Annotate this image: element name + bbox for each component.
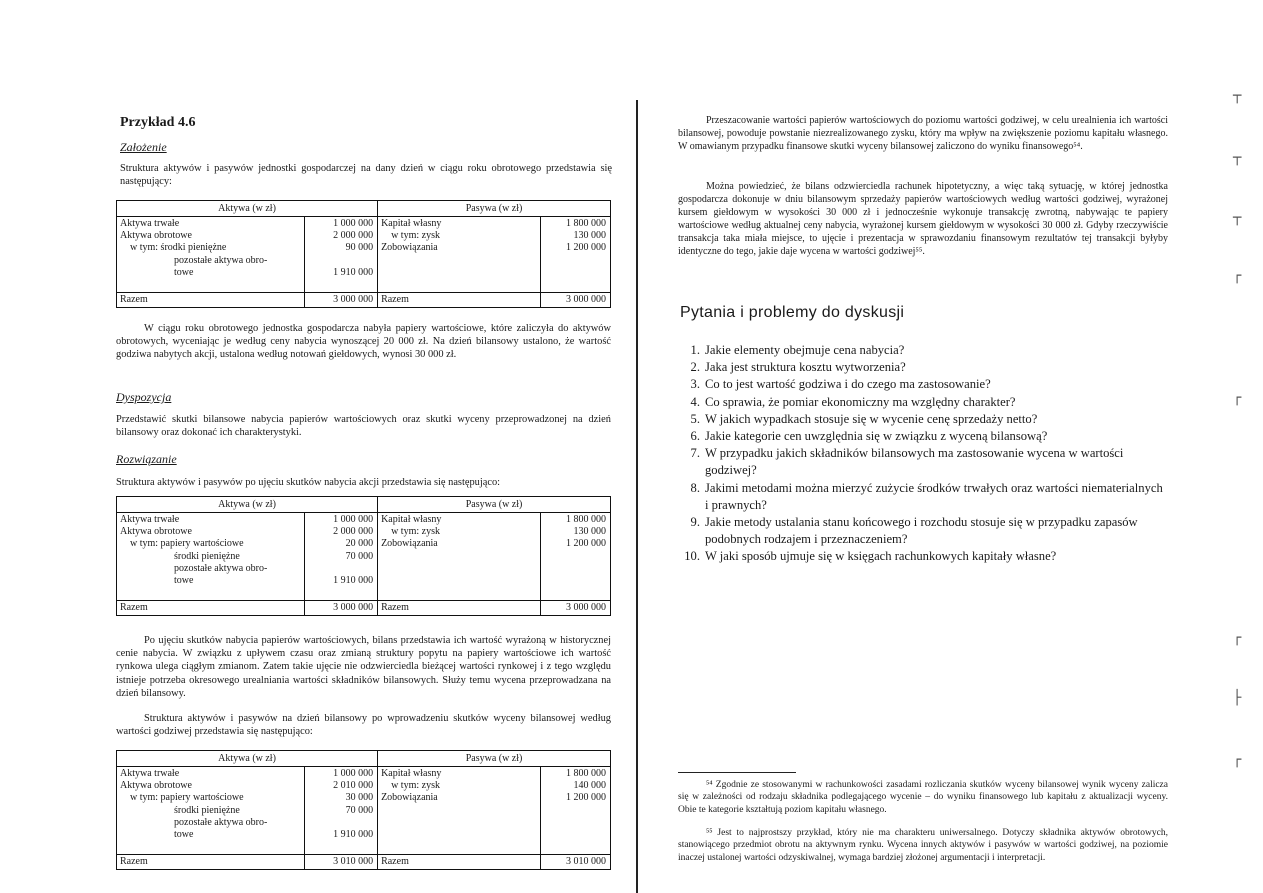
pasywa-total-label: Razem <box>378 601 541 616</box>
table-row-label: Kapitał własny <box>381 768 442 779</box>
aktywa-total-value: 3 000 000 <box>304 601 377 616</box>
question-text: Jaka jest struktura kosztu wytworzenia? <box>705 360 906 375</box>
table-row-label: pozostałe aktywa obro- <box>174 562 268 574</box>
table-row-value: 1 200 000 <box>566 242 606 254</box>
table-row-value: 1 800 000 <box>566 768 606 779</box>
dyspozycja-heading: Dyspozycja <box>116 390 172 404</box>
question-text: Jakie kategorie cen uwzględnia się w związku z wyceną bilansową? <box>705 429 1048 444</box>
table-row-label: towe <box>174 829 194 841</box>
aktywa-values <box>304 767 377 855</box>
table-row-value: 2 000 000 <box>333 230 374 242</box>
aktywa-header: Aktywa (w zł) <box>117 497 378 513</box>
table-row-value: 1 910 000 <box>333 829 374 841</box>
table-row-label: w tym: zysk <box>391 230 440 242</box>
zalozenie-text: Struktura aktywów i pasywów jednostki gospodarczej na dany dzień w ciągu roku obrotowego przedstawia się następujący: <box>120 163 612 188</box>
example-title: Przykład 4.6 <box>120 115 196 130</box>
list-item <box>678 445 1166 479</box>
margin-mark-icon: ┬ <box>1233 210 1242 226</box>
pasywa-values <box>541 513 611 601</box>
right-page <box>678 0 1168 893</box>
table-row-label: Zobowiązania <box>381 792 438 804</box>
table-row-value: 30 000 <box>345 792 374 804</box>
pasywa-labels <box>378 513 541 601</box>
pasywa-header: Pasywa (w zł) <box>378 201 611 217</box>
table-row-label: środki pieniężne <box>174 804 240 816</box>
table-row-value: 20 000 <box>345 538 374 550</box>
aktywa-values <box>304 217 377 293</box>
question-number: 6. <box>690 429 700 444</box>
pasywa-total-label: Razem <box>378 293 541 308</box>
table-row-value: 1 800 000 <box>566 218 606 229</box>
table-row-label: Aktywa trwałe <box>120 218 180 229</box>
aktywa-labels <box>117 767 305 855</box>
pasywa-total-value: 3 010 000 <box>541 855 611 870</box>
table-row-value: 140 000 <box>573 780 606 792</box>
list-item <box>678 359 1166 376</box>
pasywa-labels <box>378 767 541 855</box>
table-row-value: 1 000 000 <box>333 218 374 229</box>
table-row-label: w tym: środki pieniężne <box>130 242 227 254</box>
pasywa-labels <box>378 217 541 293</box>
question-number: 2. <box>690 360 700 375</box>
table-row-label: Aktywa obrotowe <box>120 780 192 792</box>
table-row-value <box>308 563 373 575</box>
table-row-label: w tym: papiery wartościowe <box>130 792 244 804</box>
margin-mark-icon: ├ <box>1233 690 1242 706</box>
aktywa-labels <box>117 513 305 601</box>
list-item <box>678 394 1166 411</box>
table-row-value: 70 000 <box>345 550 374 562</box>
rozwiazanie-heading: Rozwiązanie <box>116 452 177 466</box>
table-row-value: 90 000 <box>345 242 374 254</box>
list-item <box>678 480 1166 514</box>
question-number: 5. <box>690 411 700 426</box>
margin-mark-icon: ┌ <box>1233 390 1242 406</box>
list-item <box>678 411 1166 428</box>
aktywa-total-value: 3 010 000 <box>304 855 377 870</box>
list-item <box>678 548 1166 565</box>
margin-mark-icon: ┬ <box>1233 88 1242 104</box>
balance-table-1 <box>116 200 611 308</box>
table-row-value: 130 000 <box>573 230 606 242</box>
rozwiazanie-text: Struktura aktywów i pasywów po ujęciu skutków nabycia akcji przedstawia się następująco: <box>116 477 501 488</box>
aktywa-total-label: Razem <box>117 293 305 308</box>
question-number: 10. <box>684 549 700 564</box>
aktywa-header: Aktywa (w zł) <box>117 751 378 767</box>
aktywa-total-value: 3 000 000 <box>304 293 377 308</box>
pasywa-header: Pasywa (w zł) <box>378 497 611 513</box>
table-row-label: w tym: zysk <box>391 526 440 538</box>
question-number: 3. <box>690 377 700 392</box>
question-text: Co sprawia, że pomiar ekonomiczny ma względny charakter? <box>705 394 1016 409</box>
paragraph-1: W ciągu roku obrotowego jednostka gospodarcza nabyła papiery wartościowe, które zaliczyła do aktywów obrotowych, wyceniając je według ceny nabycia wynoszącej 20 000 zł. Na dzień bilansowy ustalono, że wartość godziwa nabytych akcji, ustalona według notowań giełdowych, wynosi 30 000 zł. <box>116 323 611 361</box>
pasywa-total-label: Razem <box>378 855 541 870</box>
table-row-value <box>308 817 373 829</box>
table-row-value: 1 800 000 <box>566 514 606 525</box>
questions-list <box>678 342 1166 566</box>
question-text: W przypadku jakich składników bilansowych ma zastosowanie wycena w wartości godziwej? <box>705 446 1124 478</box>
margin-mark-icon: ┌ <box>1233 752 1242 768</box>
aktywa-total-label: Razem <box>117 855 305 870</box>
table-row-label: Aktywa obrotowe <box>120 526 192 538</box>
table-row-label: w tym: zysk <box>391 780 440 792</box>
table-row-label: Kapitał własny <box>381 514 442 525</box>
dyspozycja-text: Przedstawić skutki bilansowe nabycia papierów wartościowych oraz skutki wyceny przeprowadzonej na dzień bilansowy oraz dokonać ich charakterystyki. <box>116 414 611 439</box>
balance-table-2 <box>116 496 611 616</box>
right-paragraph-1: Przeszacowanie wartości papierów wartościowych do poziomu wartości godziwej, w celu urealnienia ich wartości bilansowej, powoduje powstanie niezrealizowanego zysku, który ma wpływ na zwiększenie poziomu kapitału własnego. W omawianym przypadku finansowe skutki wyceny bilansowej zaliczono do wyniku finansowego⁵⁴. <box>678 115 1168 153</box>
paragraph-3: Struktura aktywów i pasywów na dzień bilansowy po wprowadzeniu skutków wyceny bilansowej według wartości godziwej przedstawia się następująco: <box>116 713 611 738</box>
table-row-label: Aktywa trwałe <box>120 768 180 779</box>
right-paragraph-2: Można powiedzieć, że bilans odzwierciedla rachunek hipotetyczny, a więc taką sytuację, w której jednostka gospodarcza dokonuje w dniu bilansowym sprzedaży papierów wartościowych według wartości godziwej, wyrażonej kursem giełdowym w wysokości 30 000 zł i jednocześnie wykonuje transakcję zwrotną, nabywając te papiery wartościowe według aktualnej ceny nabycia, wyrażonej kursem giełdowym w wysokości 30 000 zł. Gdyby rzeczywiście transakcja taka miała miejsce, to ujęcie i prezentacja w sprawozdaniu finansowym rezultatów tej transakcji byłyby identyczne do tego, jakie daje wycena w wartości godziwej⁵⁵. <box>678 181 1168 258</box>
margin-mark-icon: ┌ <box>1233 630 1242 646</box>
aktywa-labels <box>117 217 305 293</box>
table-row-value <box>308 255 373 267</box>
balance-table-3 <box>116 750 611 870</box>
table-row-value: 1 200 000 <box>566 792 606 804</box>
margin-mark-icon: ┬ <box>1233 150 1242 166</box>
table-row-label: Aktywa obrotowe <box>120 230 192 242</box>
question-text: Jakimi metodami można mierzyć zużycie środków trwałych oraz wartości niematerialnych i prawnych? <box>705 480 1163 512</box>
question-number: 9. <box>690 515 700 530</box>
list-item <box>678 428 1166 445</box>
footnote-55: ⁵⁵ Jest to najprostszy przykład, który nie ma charakteru uniwersalnego. Dotyczy składnika aktywów obrotowych, stanowiącego przedmiot obrotu na aktywnym rynku. Wycena innych aktywów i pasywów w wartości godziwej, na poziomie inaczej ustalonej wartości odzyskiwalnej, wymaga bardziej złożonej argumentacji i interpretacji. <box>678 828 1168 863</box>
zalozenie-heading: Założenie <box>120 140 167 154</box>
question-text: Co to jest wartość godziwa i do czego ma zastosowanie? <box>705 377 991 392</box>
question-text: Jakie elementy obejmuje cena nabycia? <box>705 343 905 357</box>
table-row-value: 1 000 000 <box>333 514 374 525</box>
table-row-label: Aktywa trwałe <box>120 514 180 525</box>
question-number: 8. <box>690 480 700 495</box>
aktywa-header: Aktywa (w zł) <box>117 201 378 217</box>
table-row-label: Kapitał własny <box>381 218 442 229</box>
table-row-label: pozostałe aktywa obro- <box>174 254 268 266</box>
table-row-value: 1 000 000 <box>333 768 374 779</box>
list-item <box>678 376 1166 393</box>
pasywa-values <box>541 767 611 855</box>
footnote-rule <box>678 772 796 773</box>
question-number: 7. <box>690 446 700 461</box>
question-text: W jaki sposób ujmuje się w księgach rachunkowych kapitały własne? <box>705 549 1057 564</box>
left-page <box>108 0 613 893</box>
table-row-label: towe <box>174 575 194 587</box>
question-number: 4. <box>690 394 700 409</box>
section-title: Pytania i problemy do dyskusji <box>680 304 905 321</box>
table-row-label: w tym: papiery wartościowe <box>130 538 244 550</box>
table-row-label: środki pieniężne <box>174 550 240 562</box>
table-row-value: 130 000 <box>573 526 606 538</box>
margin-mark-icon: ┌ <box>1233 268 1242 284</box>
table-row-label: Zobowiązania <box>381 242 438 254</box>
table-row-value: 70 000 <box>345 804 374 816</box>
table-row-value: 2 010 000 <box>333 780 374 792</box>
aktywa-total-label: Razem <box>117 601 305 616</box>
table-row-label: towe <box>174 266 194 278</box>
page-gutter <box>636 100 638 893</box>
table-row-value: 1 200 000 <box>566 538 606 550</box>
list-item <box>678 342 1166 359</box>
footnote-54: ⁵⁴ Zgodnie ze stosowanymi w rachunkowości zasadami rozliczania skutków wyceny bilansowej wynik wyceny zalicza się w zależności od rodzaju składnika podlegającego wycenie – do wyniku finansowego lub kapitału z aktualizacji wyceny. Obie te kategorie kształtują poziom kapitału własnego. <box>678 780 1168 815</box>
pasywa-total-value: 3 000 000 <box>541 601 611 616</box>
question-text: W jakich wypadkach stosuje się w wycenie cenę sprzedaży netto? <box>705 411 1038 426</box>
table-row-value: 1 910 000 <box>333 575 374 587</box>
question-text: Jakie metody ustalania stanu końcowego i rozchodu stosuje się w przypadku zapasów podobnych rodzajem i przeznaczeniem? <box>705 515 1138 547</box>
pasywa-total-value: 3 000 000 <box>541 293 611 308</box>
pasywa-header: Pasywa (w zł) <box>378 751 611 767</box>
table-row-value: 1 910 000 <box>333 266 374 278</box>
aktywa-values <box>304 513 377 601</box>
pasywa-values <box>541 217 611 293</box>
table-row-label: pozostałe aktywa obro- <box>174 816 268 828</box>
table-row-value: 2 000 000 <box>333 526 374 538</box>
list-item <box>678 514 1166 548</box>
paragraph-2: Po ujęciu skutków nabycia papierów wartościowych, bilans przedstawia ich wartość wyrażoną w historycznej cenie nabycia. W związku z upływem czasu oraz zmianą struktury popytu na papiery wartościowe ich wartość rynkowa ulega ciągłym zmianom. Zatem takie ujęcie nie odzwierciedla bieżącej wartości rynkowej i z tego względu istnieje potrzeba okresowego urealniania wartości składników bilansowych. Służy temu wycena przeprowadzana na dzień bilansowy. <box>116 635 611 699</box>
table-row-label: Zobowiązania <box>381 538 438 550</box>
question-number: 1. <box>690 343 700 357</box>
